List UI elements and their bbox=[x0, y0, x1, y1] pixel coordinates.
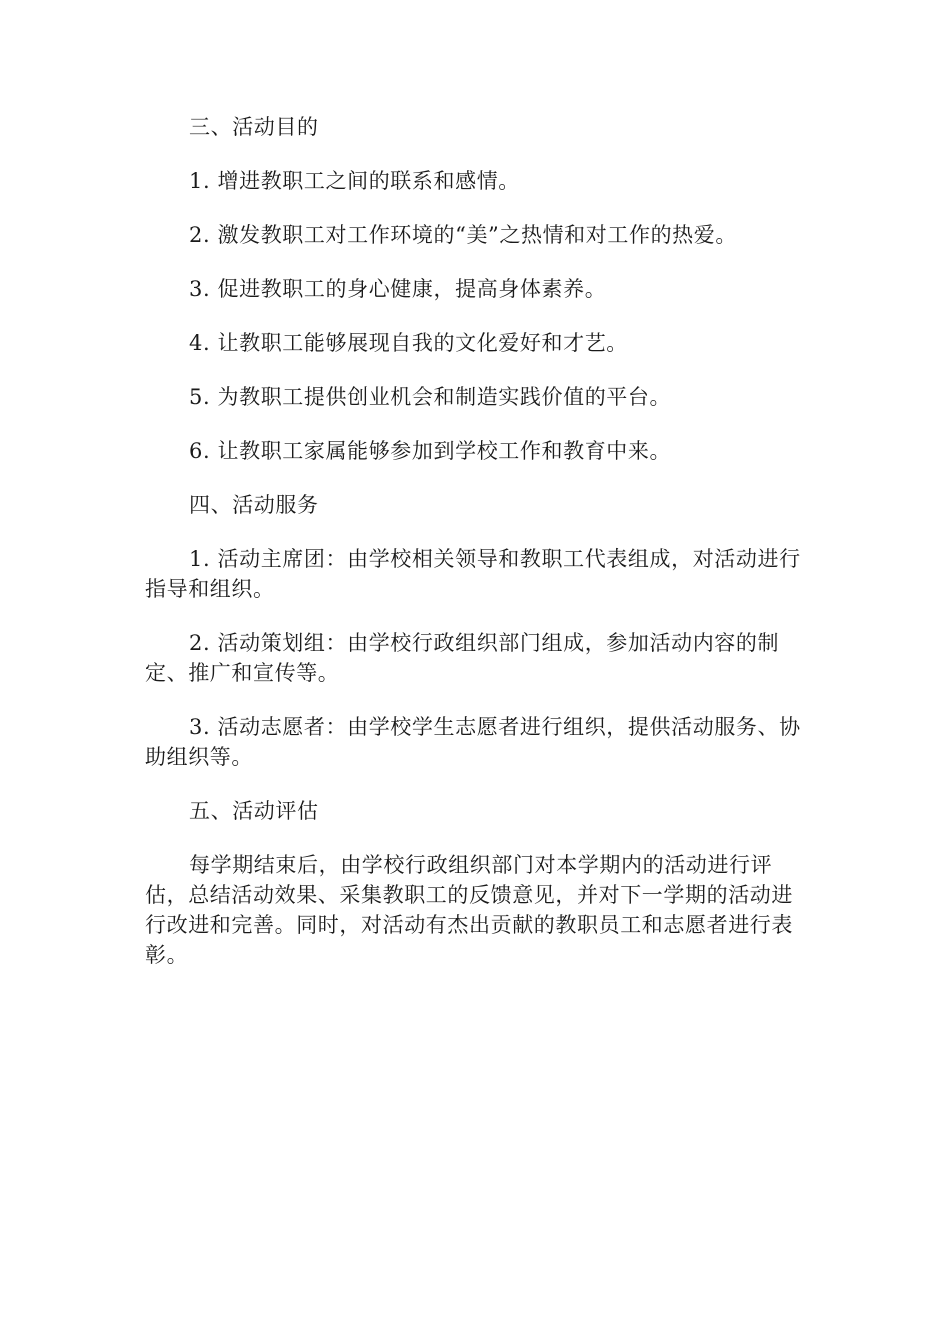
section-heading-evaluation: 五、活动评估 bbox=[189, 799, 319, 823]
evaluation-paragraph: 每学期结束后，由学校行政组织部门对本学期内的活动进行评估，总结活动效果、采集教职工的反馈意见，并对下一学期的活动进行改进和完善。同时，对活动有杰出贡献的教职员工和志愿者进行表彰。 bbox=[145, 853, 793, 967]
purpose-item-4: 4. 让教职工能够展现自我的文化爱好和才艺。 bbox=[189, 331, 628, 355]
service-item-1: 1. 活动主席团：由学校相关领导和教职工代表组成，对活动进行指导和组织。 bbox=[145, 547, 801, 601]
section-heading-purpose: 三、活动目的 bbox=[189, 115, 319, 139]
service-item-2: 2. 活动策划组：由学校行政组织部门组成，参加活动内容的制定、推广和宣传等。 bbox=[145, 631, 780, 685]
section-heading-services: 四、活动服务 bbox=[189, 493, 319, 517]
purpose-item-2: 2. 激发教职工对工作环境的“美”之热情和对工作的热爱。 bbox=[189, 223, 737, 247]
document-content bbox=[145, 112, 807, 970]
purpose-item-6: 6. 让教职工家属能够参加到学校工作和教育中来。 bbox=[189, 439, 672, 463]
service-item-3: 3. 活动志愿者：由学校学生志愿者进行组织，提供活动服务、协助组织等。 bbox=[145, 715, 801, 769]
purpose-item-1: 1. 增进教职工之间的联系和感情。 bbox=[189, 169, 520, 193]
purpose-item-5: 5. 为教职工提供创业机会和制造实践价值的平台。 bbox=[189, 385, 672, 409]
purpose-item-3: 3. 促进教职工的身心健康，提高身体素养。 bbox=[189, 277, 607, 301]
